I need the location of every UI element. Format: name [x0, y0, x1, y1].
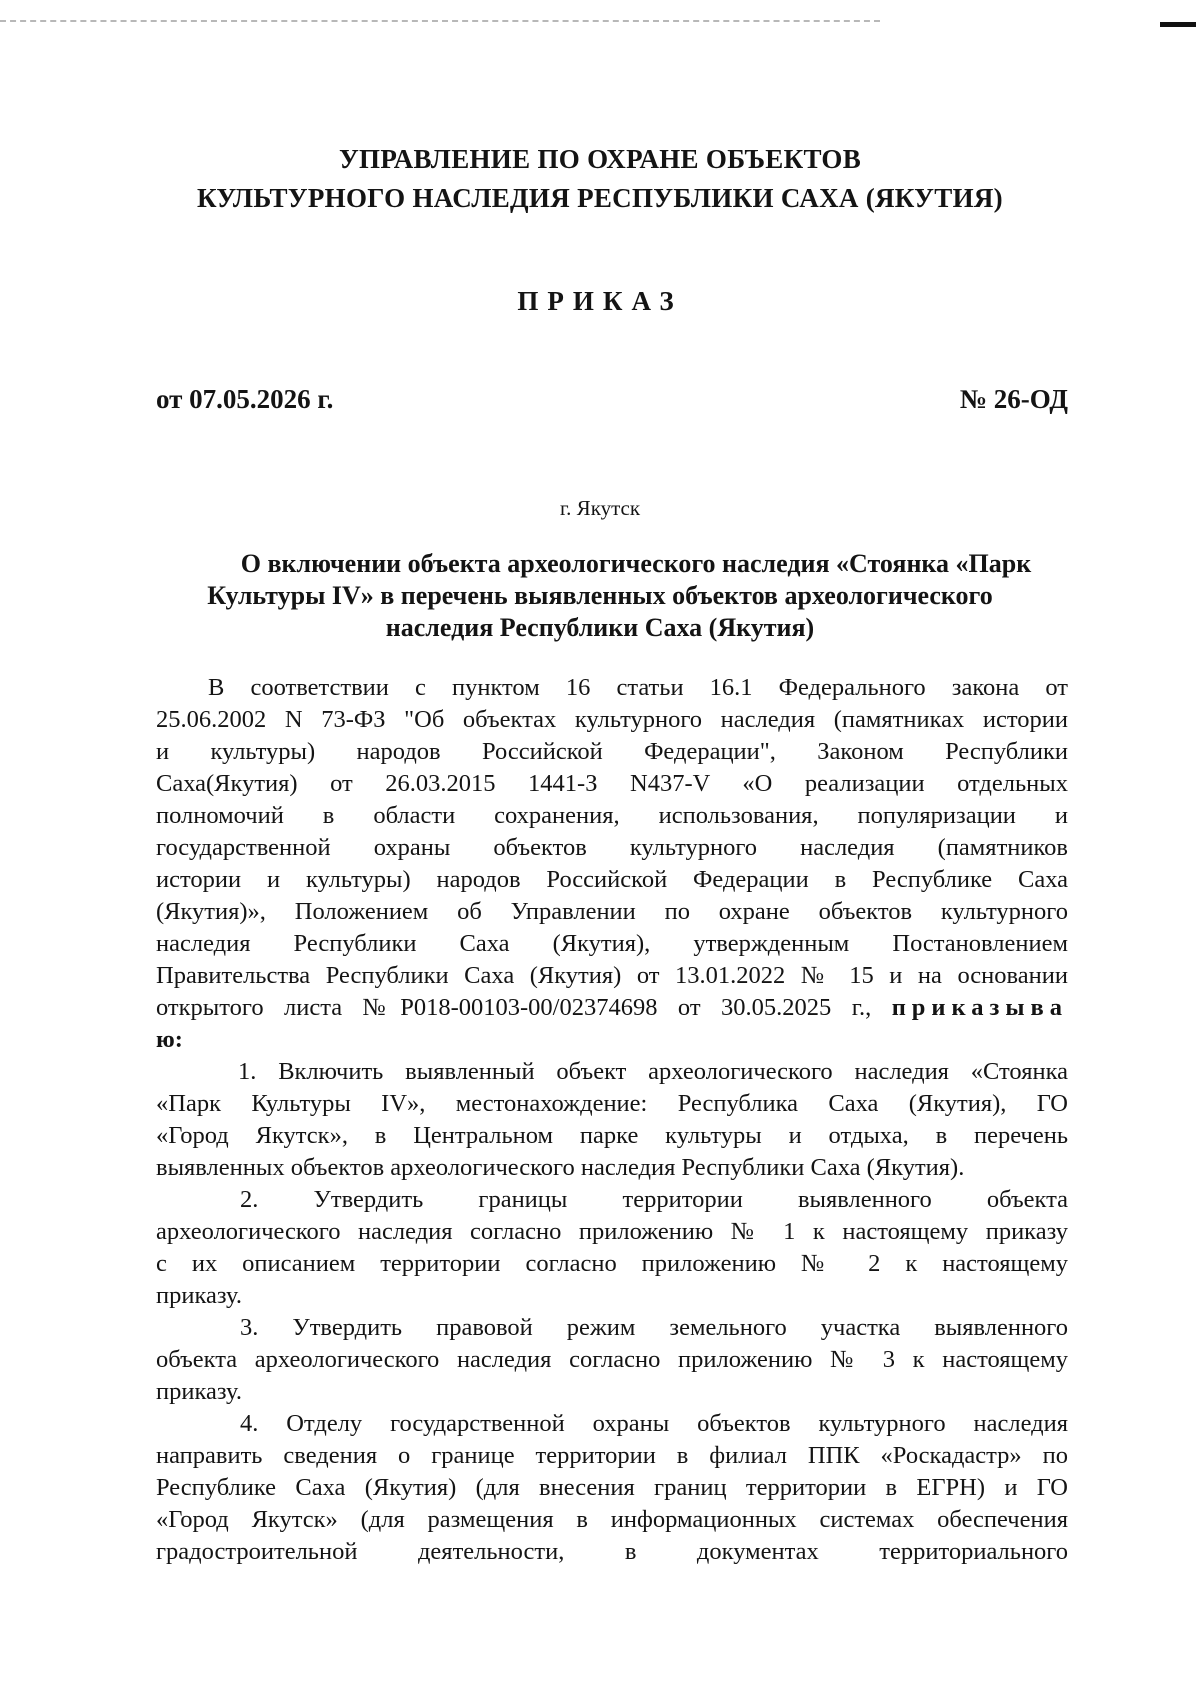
document-body: [156, 672, 1068, 1568]
preamble-line: и культуры) народов Российской Федерации", Законом Республики: [156, 738, 1068, 765]
preamble-line: (Якутия)», Положением об Управлении по охране объектов культурного: [156, 898, 1068, 925]
order-item-line: «Город Якутск», в Центральном парке культуры и отдыха, в перечень: [156, 1122, 1068, 1149]
document-type: ПРИКАЗ: [517, 286, 683, 316]
preamble-line: истории и культуры) народов Российской Федерации в Республике Саха: [156, 866, 1068, 893]
subject-line: Культуры IV» в перечень выявленных объектов археологического: [207, 581, 993, 610]
order-item-line: градостроительной деятельности, в документах территориального: [156, 1538, 1068, 1565]
organization-name-line2: КУЛЬТУРНОГО НАСЛЕДИЯ РЕСПУБЛИКИ САХА (ЯКУТИЯ): [197, 183, 1003, 213]
preamble-line: Саха(Якутия) от 26.03.2015 1441-З N437-V «О реализации отдельных: [156, 770, 1068, 797]
preamble-line: государственной охраны объектов культурного наследия (памятников: [156, 834, 1068, 861]
decree-word-end: ю:: [156, 1026, 183, 1053]
order-item-line: 3. Утвердить правовой режим земельного участка выявленного: [240, 1314, 1068, 1341]
scan-mark: [1160, 22, 1196, 27]
preamble-line: Правительства Республики Саха (Якутия) от 13.01.2022 № 15 и на основании: [156, 962, 1068, 989]
order-item-line: с их описанием территории согласно приложению № 2 к настоящему: [156, 1250, 1068, 1277]
order-item-line: объекта археологического наследия согласно приложению № 3 к настоящему: [156, 1346, 1068, 1373]
preamble-line: полномочий в области сохранения, использования, популяризации и: [156, 802, 1068, 829]
organization-header: [0, 140, 1200, 218]
order-item-line: 4. Отделу государственной охраны объектов культурного наследия: [240, 1410, 1068, 1437]
preamble-line: наследия Республики Саха (Якутия), утвержденным Постановлением: [156, 930, 1068, 957]
order-item-line: выявленных объектов археологического наследия Республики Саха (Якутия).: [156, 1154, 965, 1181]
preamble-line: [156, 1024, 1068, 1056]
order-item-line: приказу.: [156, 1282, 242, 1309]
preamble-line: В соответствии с пунктом 16 статьи 16.1 Федерального закона от: [208, 674, 1068, 701]
order-item-line: Республике Саха (Якутия) (для внесения границ территории в ЕГРН) и ГО: [156, 1474, 1068, 1501]
preamble-line-with-decree: [156, 992, 1068, 1024]
preamble-line-text: открытого листа №Р018-00103-00/02374698 от 30.05.2025 г.,: [156, 994, 872, 1021]
order-item-line: 2. Утвердить границы территории выявленного объекта: [240, 1186, 1068, 1213]
order-item-line: «Парк Культуры IV», местонахождение: Республика Саха (Якутия), ГО: [156, 1090, 1068, 1117]
subject-line: О включении объекта археологического наследия «Стоянка «Парк: [240, 549, 1032, 578]
decree-word: приказыва: [891, 994, 1068, 1021]
document-subject: [0, 548, 1200, 644]
document-city: г. Якутск: [559, 496, 641, 520]
order-item-line: 1. Включить выявленный объект археологического наследия «Стоянка: [238, 1058, 1068, 1085]
scan-edge-artifact: [0, 20, 880, 22]
order-item-line: археологического наследия согласно приложению № 1 к настоящему приказу: [156, 1218, 1068, 1245]
order-item-line: приказу.: [156, 1378, 242, 1405]
organization-name-line1: УПРАВЛЕНИЕ ПО ОХРАНЕ ОБЪЕКТОВ: [338, 144, 862, 174]
document-date: от 07.05.2026 г.: [156, 384, 334, 414]
preamble-line: 25.06.2002 N 73-ФЗ "Об объектах культурного наследия (памятниках истории: [156, 706, 1068, 733]
order-item-line: направить сведения о границе территории в филиал ППК «Роскадастр» по: [156, 1442, 1068, 1469]
document-meta: [156, 384, 1068, 415]
subject-line: наследия Республики Саха (Якутия): [385, 613, 815, 642]
document-number: № 26-ОД: [959, 384, 1068, 414]
order-item-line: «Город Якутск» (для размещения в информационных системах обеспечения: [156, 1506, 1068, 1533]
